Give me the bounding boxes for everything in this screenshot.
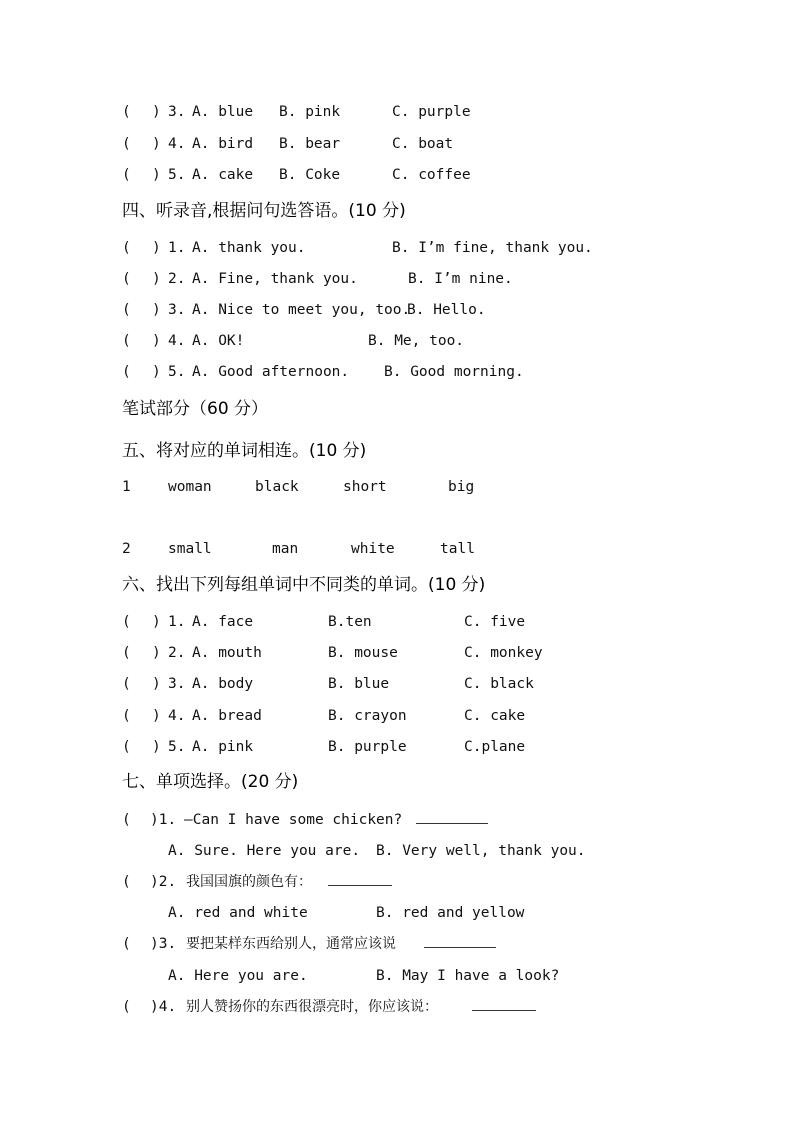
answer-paren-close: ): [152, 364, 161, 380]
item-number: 5.: [168, 364, 186, 380]
answer-paren-close: ): [152, 302, 161, 318]
option-b: B. blue: [328, 676, 390, 692]
answer-paren-close: ): [152, 167, 161, 183]
answer-paren-open: (: [122, 136, 131, 152]
option-b: B. purple: [328, 739, 407, 755]
answer-paren-close: ): [152, 708, 161, 724]
answer-paren-open: (: [122, 333, 131, 349]
item-number: 3.: [168, 676, 186, 692]
option-c: C. black: [464, 676, 534, 692]
answer-blank[interactable]: [328, 870, 392, 886]
item-number: 3.: [168, 302, 186, 318]
option-a: A. face: [192, 614, 254, 630]
option-b: B. Me, too.: [368, 333, 465, 349]
match-word: white: [351, 541, 395, 557]
question-number: )2.: [150, 874, 177, 890]
match-word: black: [255, 479, 299, 495]
option-c: C.plane: [464, 739, 526, 755]
question-number: )3.: [150, 936, 177, 952]
answer-blank[interactable]: [416, 808, 488, 824]
answer-blank[interactable]: [472, 995, 536, 1011]
answer-blank[interactable]: [424, 932, 496, 948]
question-text: 别人赞扬你的东西很漂亮时，你应该说：: [186, 999, 438, 1015]
option-b: B. May I have a look?: [376, 968, 560, 984]
answer-paren-close: ): [152, 104, 161, 120]
question-text: 要把某样东西给别人，通常应该说: [186, 936, 396, 952]
item-number: 2.: [168, 645, 186, 661]
item-number: 5.: [168, 167, 186, 183]
answer-paren-open: (: [122, 936, 131, 952]
section-4-title: 四、听录音,根据问句选答语。(10 分): [122, 201, 406, 221]
option-b: B. Very well, thank you.: [376, 843, 586, 859]
option-b: B. Coke: [279, 167, 341, 183]
option-a: A. Fine, thank you.: [192, 271, 358, 287]
option-b: B. Good morning.: [384, 364, 524, 380]
answer-paren-open: (: [122, 999, 131, 1015]
row-number: 2: [122, 541, 131, 557]
match-word: tall: [440, 541, 475, 557]
answer-paren-open: (: [122, 240, 131, 256]
section-6-title: 六、找出下列每组单词中不同类的单词。(10 分): [122, 575, 486, 595]
option-b: B. I’m nine.: [408, 271, 513, 287]
item-number: 4.: [168, 136, 186, 152]
item-number: 2.: [168, 271, 186, 287]
option-a: A. bread: [192, 708, 262, 724]
answer-paren-close: ): [152, 614, 161, 630]
section-5-title: 五、将对应的单词相连。(10 分): [122, 441, 367, 461]
option-c: C. cake: [464, 708, 526, 724]
answer-paren-close: ): [152, 333, 161, 349]
item-number: 4.: [168, 708, 186, 724]
option-b: B. Hello.: [407, 302, 486, 318]
answer-paren-open: (: [122, 645, 131, 661]
option-b: B. crayon: [328, 708, 407, 724]
option-a: A. Good afternoon.: [192, 364, 350, 380]
question-text: 我国国旗的颜色有：: [186, 874, 312, 890]
option-a: A. Sure. Here you are.: [168, 843, 361, 859]
question-number: )4.: [150, 999, 177, 1015]
option-a: A. mouth: [192, 645, 262, 661]
option-a: A. Nice to meet you, too.: [192, 302, 411, 318]
option-a: A. thank you.: [192, 240, 306, 256]
match-word: small: [168, 541, 212, 557]
option-b: B. I’m fine, thank you.: [392, 240, 593, 256]
answer-paren-open: (: [122, 167, 131, 183]
row-number: 1: [122, 479, 131, 495]
question-text: —Can I have some chicken?: [184, 812, 403, 828]
option-c: C. purple: [392, 104, 471, 120]
answer-paren-open: (: [122, 676, 131, 692]
section-7-title: 七、单项选择。(20 分): [122, 772, 299, 792]
item-number: 3.: [168, 104, 186, 120]
question-number: )1.: [150, 812, 177, 828]
option-c: C. monkey: [464, 645, 543, 661]
option-a: A. OK!: [192, 333, 245, 349]
option-c: C. five: [464, 614, 526, 630]
item-number: 1.: [168, 614, 186, 630]
option-a: A. pink: [192, 739, 254, 755]
answer-paren-close: ): [152, 739, 161, 755]
answer-paren-open: (: [122, 271, 131, 287]
option-b: B. bear: [279, 136, 341, 152]
answer-paren-open: (: [122, 614, 131, 630]
option-a: A. bird: [192, 136, 254, 152]
answer-paren-open: (: [122, 708, 131, 724]
match-word: man: [272, 541, 299, 557]
answer-paren-open: (: [122, 874, 131, 890]
option-b: B. pink: [279, 104, 341, 120]
option-a: A. red and white: [168, 905, 308, 921]
match-word: short: [343, 479, 387, 495]
answer-paren-close: ): [152, 271, 161, 287]
answer-paren-open: (: [122, 812, 131, 828]
answer-paren-open: (: [122, 104, 131, 120]
answer-paren-open: (: [122, 364, 131, 380]
written-part-title: 笔试部分（60 分）: [122, 399, 269, 419]
option-a: A. cake: [192, 167, 254, 183]
item-number: 4.: [168, 333, 186, 349]
option-c: C. boat: [392, 136, 454, 152]
option-c: C. coffee: [392, 167, 471, 183]
answer-paren-close: ): [152, 136, 161, 152]
option-b: B. red and yellow: [376, 905, 525, 921]
answer-paren-close: ): [152, 676, 161, 692]
item-number: 5.: [168, 739, 186, 755]
answer-paren-open: (: [122, 302, 131, 318]
item-number: 1.: [168, 240, 186, 256]
option-a: A. blue: [192, 104, 254, 120]
option-b: B. mouse: [328, 645, 398, 661]
option-a: A. body: [192, 676, 254, 692]
answer-paren-close: ): [152, 240, 161, 256]
match-word: big: [448, 479, 475, 495]
option-a: A. Here you are.: [168, 968, 308, 984]
answer-paren-open: (: [122, 739, 131, 755]
match-word: woman: [168, 479, 212, 495]
answer-paren-close: ): [152, 645, 161, 661]
option-b: B.ten: [328, 614, 372, 630]
